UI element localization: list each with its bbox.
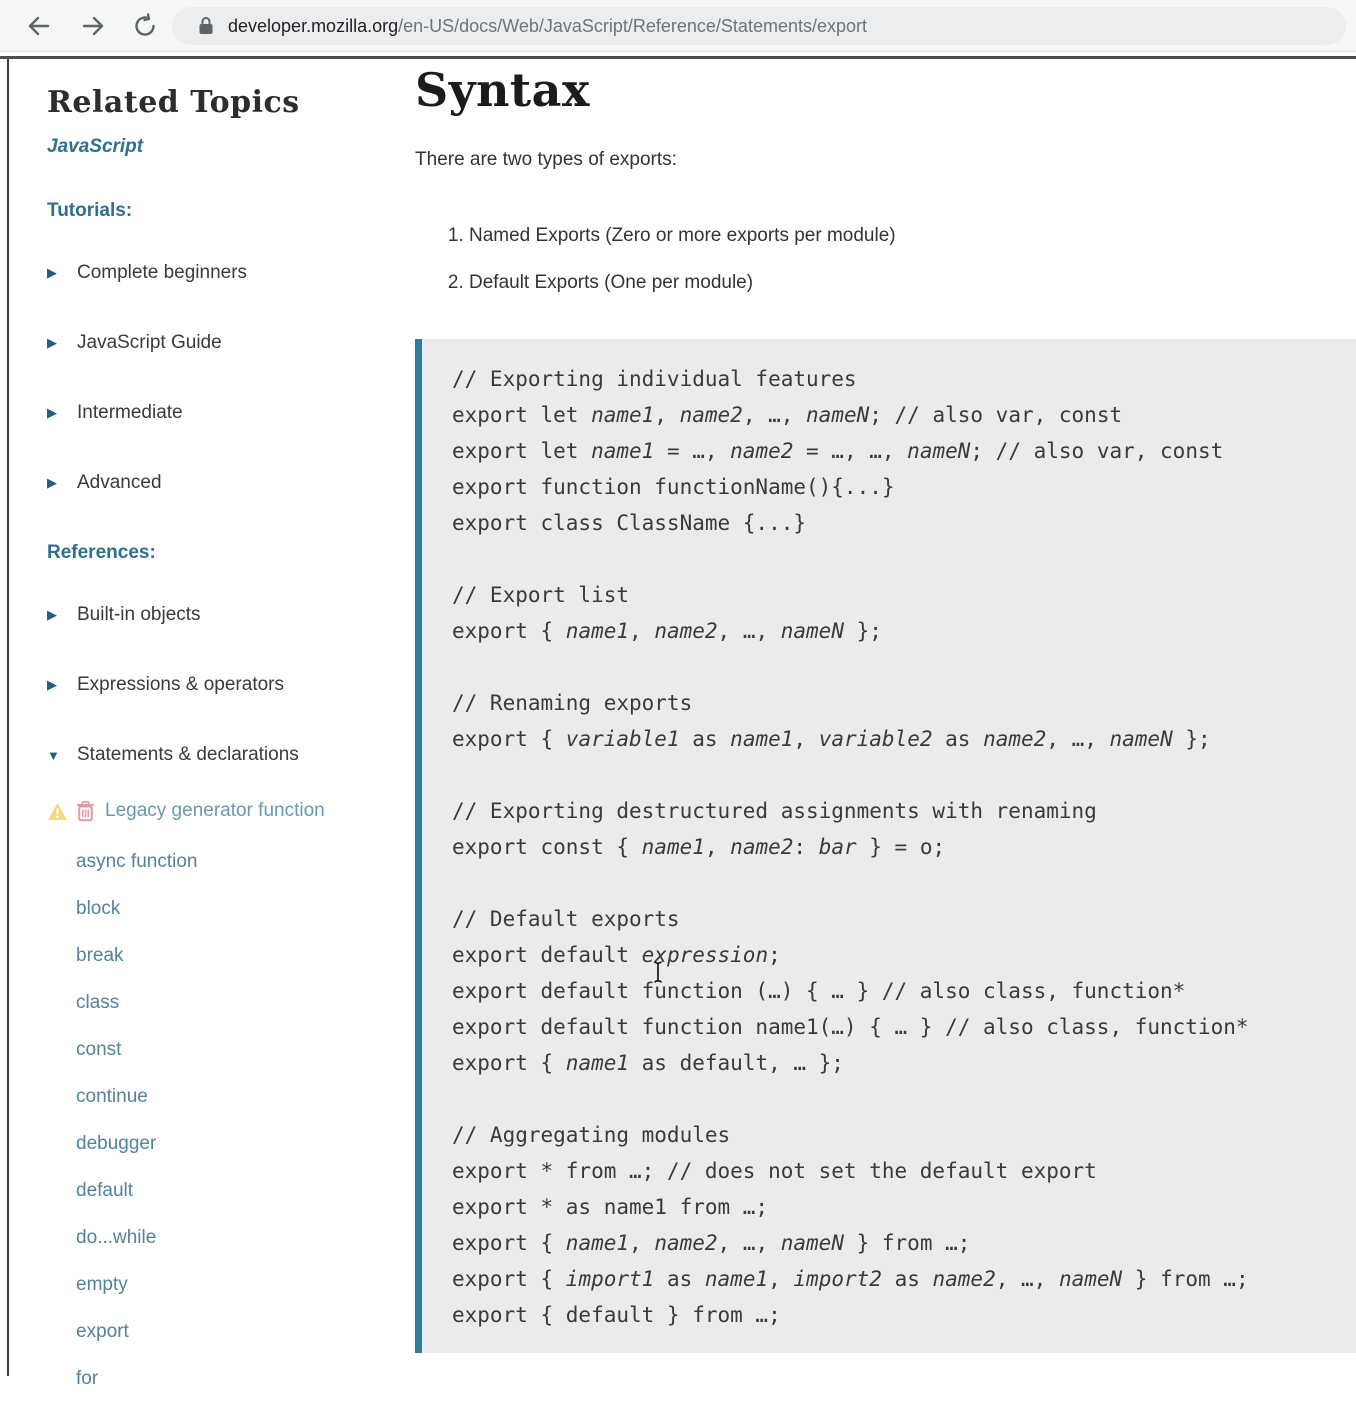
warning-icon xyxy=(47,802,68,821)
chevron-right-icon[interactable]: ▶ xyxy=(47,335,57,350)
code-line xyxy=(452,1081,1346,1117)
sidebar-item-break[interactable]: break xyxy=(76,945,124,966)
export-type-item: 2. Default Exports (One per module) xyxy=(469,272,1356,299)
url-text xyxy=(228,16,867,37)
chevron-right-icon[interactable]: ▶ xyxy=(47,405,57,420)
sidebar-item-label: Expressions & operators xyxy=(77,674,284,695)
code-variable: name2 xyxy=(932,1267,996,1291)
code-variable: expression xyxy=(641,943,769,967)
code-variable: variable1 xyxy=(565,727,680,751)
code-line: export function functionName(){...} xyxy=(452,475,895,499)
code-variable: name1 xyxy=(591,403,655,427)
sidebar-title: Related Topics xyxy=(47,85,300,120)
code-line xyxy=(452,757,1346,793)
code-variable: name1 xyxy=(591,439,655,463)
sidebar-item-intermediate[interactable] xyxy=(47,402,409,424)
code-variable: name2 xyxy=(730,835,794,859)
chevron-right-icon[interactable]: ▶ xyxy=(47,265,57,280)
sidebar-item-export[interactable]: export xyxy=(76,1321,129,1342)
sidebar-item-complete-beginners[interactable] xyxy=(47,262,409,284)
code-line: export { name1, name2, …, nameN }; xyxy=(452,619,882,643)
chevron-right-icon[interactable]: ▶ xyxy=(47,475,57,490)
sidebar-item-label: Intermediate xyxy=(77,402,183,423)
code-variable: import2 xyxy=(793,1267,882,1291)
sidebar-item-built-in-objects[interactable] xyxy=(47,604,409,626)
sidebar-item-statements-declarations[interactable] xyxy=(47,744,409,766)
export-types-list xyxy=(469,225,1356,299)
sidebar-item-label: JavaScript Guide xyxy=(77,332,222,353)
code-line: // Exporting destructured assignments with renaming xyxy=(452,799,1097,823)
code-variable: name2 xyxy=(654,619,718,643)
trash-icon xyxy=(76,801,95,822)
code-line: // Export list xyxy=(452,583,630,607)
address-bar[interactable] xyxy=(172,7,1346,45)
code-line: export { default } from …; xyxy=(452,1303,781,1327)
code-variable: name1 xyxy=(565,1051,630,1075)
intro-text: There are two types of exports: xyxy=(415,149,677,170)
sidebar-item-const[interactable]: const xyxy=(76,1039,122,1060)
code-variable: nameN xyxy=(780,619,844,643)
sidebar-item-default[interactable]: default xyxy=(76,1180,134,1201)
code-variable: name2 xyxy=(679,403,743,427)
code-line: export { variable1 as name1, variable2 as name2, …, nameN }; xyxy=(452,727,1211,751)
code-line xyxy=(452,541,1346,577)
code-line: export let name1, name2, …, nameN; // also var, const xyxy=(452,403,1123,427)
back-icon[interactable] xyxy=(26,13,52,39)
code-line: export * as name1 from …; xyxy=(452,1195,769,1219)
code-line: export * from …; // does not set the default export xyxy=(452,1159,1097,1183)
syntax-code-block xyxy=(415,339,1356,1353)
reload-icon[interactable] xyxy=(132,13,158,39)
url-domain: developer.mozilla.org xyxy=(228,15,399,36)
code-line: // Aggregating modules xyxy=(452,1123,731,1147)
code-variable: name1 xyxy=(704,1267,769,1291)
code-line: export { name1, name2, …, nameN } from …; xyxy=(452,1231,971,1255)
code-line: // Default exports xyxy=(452,907,680,931)
forward-icon[interactable] xyxy=(80,13,106,39)
sidebar-item-debugger[interactable]: debugger xyxy=(76,1133,157,1154)
sidebar-item-class[interactable]: class xyxy=(76,992,120,1013)
sidebar-item-label: Built-in objects xyxy=(77,604,201,625)
code-variable: import1 xyxy=(565,1267,655,1291)
code-line: export { name1 as default, … }; xyxy=(452,1051,844,1075)
padlock-icon xyxy=(198,16,214,36)
page-title: Syntax xyxy=(415,63,590,117)
sidebar-item-label: Legacy generator function xyxy=(105,800,325,821)
code-line: // Renaming exports xyxy=(452,691,693,715)
sidebar-link-javascript[interactable]: JavaScript xyxy=(47,136,144,157)
sidebar-item-expressions-operators[interactable] xyxy=(47,674,409,696)
code-variable: name1 xyxy=(565,1231,630,1255)
chevron-right-icon[interactable]: ▶ xyxy=(47,607,57,622)
sidebar-item-block[interactable]: block xyxy=(76,898,121,919)
code-line: export default function name1(…) { … } // also class, function* xyxy=(452,1015,1249,1039)
chevron-right-icon[interactable]: ▶ xyxy=(47,677,57,692)
code-variable: nameN xyxy=(780,1231,844,1255)
code-variable: name2 xyxy=(654,1231,718,1255)
related-topics-sidebar xyxy=(9,57,409,1415)
code-variable: nameN xyxy=(806,403,870,427)
article-content xyxy=(415,57,1356,1353)
code-variable: name2 xyxy=(983,727,1047,751)
sidebar-item-do-while[interactable]: do...while xyxy=(76,1227,157,1248)
code-line: export default function (…) { … } // also class, function* xyxy=(452,979,1186,1003)
sidebar-item-async-function[interactable]: async function xyxy=(76,851,198,872)
chevron-down-icon[interactable]: ▼ xyxy=(47,747,60,763)
code-line: export let name1 = …, name2 = …, …, nameN; // also var, const xyxy=(452,439,1224,463)
code-variable: name1 xyxy=(730,727,794,751)
sidebar-item-label: Advanced xyxy=(77,472,162,493)
sidebar-items xyxy=(47,200,409,1390)
code-line: export default expression; xyxy=(452,943,781,967)
sidebar-item-advanced[interactable] xyxy=(47,472,409,494)
sidebar-item-legacy-generator-function[interactable] xyxy=(47,800,409,822)
code-variable: name2 xyxy=(730,439,794,463)
code-line: export class ClassName {...} xyxy=(452,511,807,535)
export-type-item: 1. Named Exports (Zero or more exports per module) xyxy=(469,225,1356,252)
code-variable: name1 xyxy=(565,619,630,643)
code-variable: bar xyxy=(818,835,857,859)
sidebar-item-label: Statements & declarations xyxy=(77,744,299,765)
code-line: export { import1 as name1, import2 as name2, …, nameN } from …; xyxy=(452,1267,1249,1291)
code-line: // Exporting individual features xyxy=(452,367,857,391)
sidebar-item-javascript-guide[interactable] xyxy=(47,332,409,354)
sidebar-section-heading: References: xyxy=(47,542,156,563)
code-variable: nameN xyxy=(907,439,971,463)
sidebar-item-empty[interactable]: empty xyxy=(76,1274,128,1295)
sidebar-section-heading: Tutorials: xyxy=(47,200,133,221)
sidebar-item-continue[interactable]: continue xyxy=(76,1086,148,1107)
code-line xyxy=(452,865,1346,901)
code-variable: nameN xyxy=(1058,1267,1123,1291)
code-variable: variable2 xyxy=(818,727,933,751)
sidebar-item-label: Complete beginners xyxy=(77,262,248,283)
sidebar-item-for[interactable]: for xyxy=(76,1368,99,1389)
code-variable: nameN xyxy=(1109,727,1173,751)
code-variable: name1 xyxy=(641,835,705,859)
url-path: /en-US/docs/Web/JavaScript/Reference/Statements/export xyxy=(398,15,867,36)
code-line: export const { name1, name2: bar } = o; xyxy=(452,835,946,859)
browser-toolbar xyxy=(0,0,1356,52)
code-line xyxy=(452,649,1346,685)
